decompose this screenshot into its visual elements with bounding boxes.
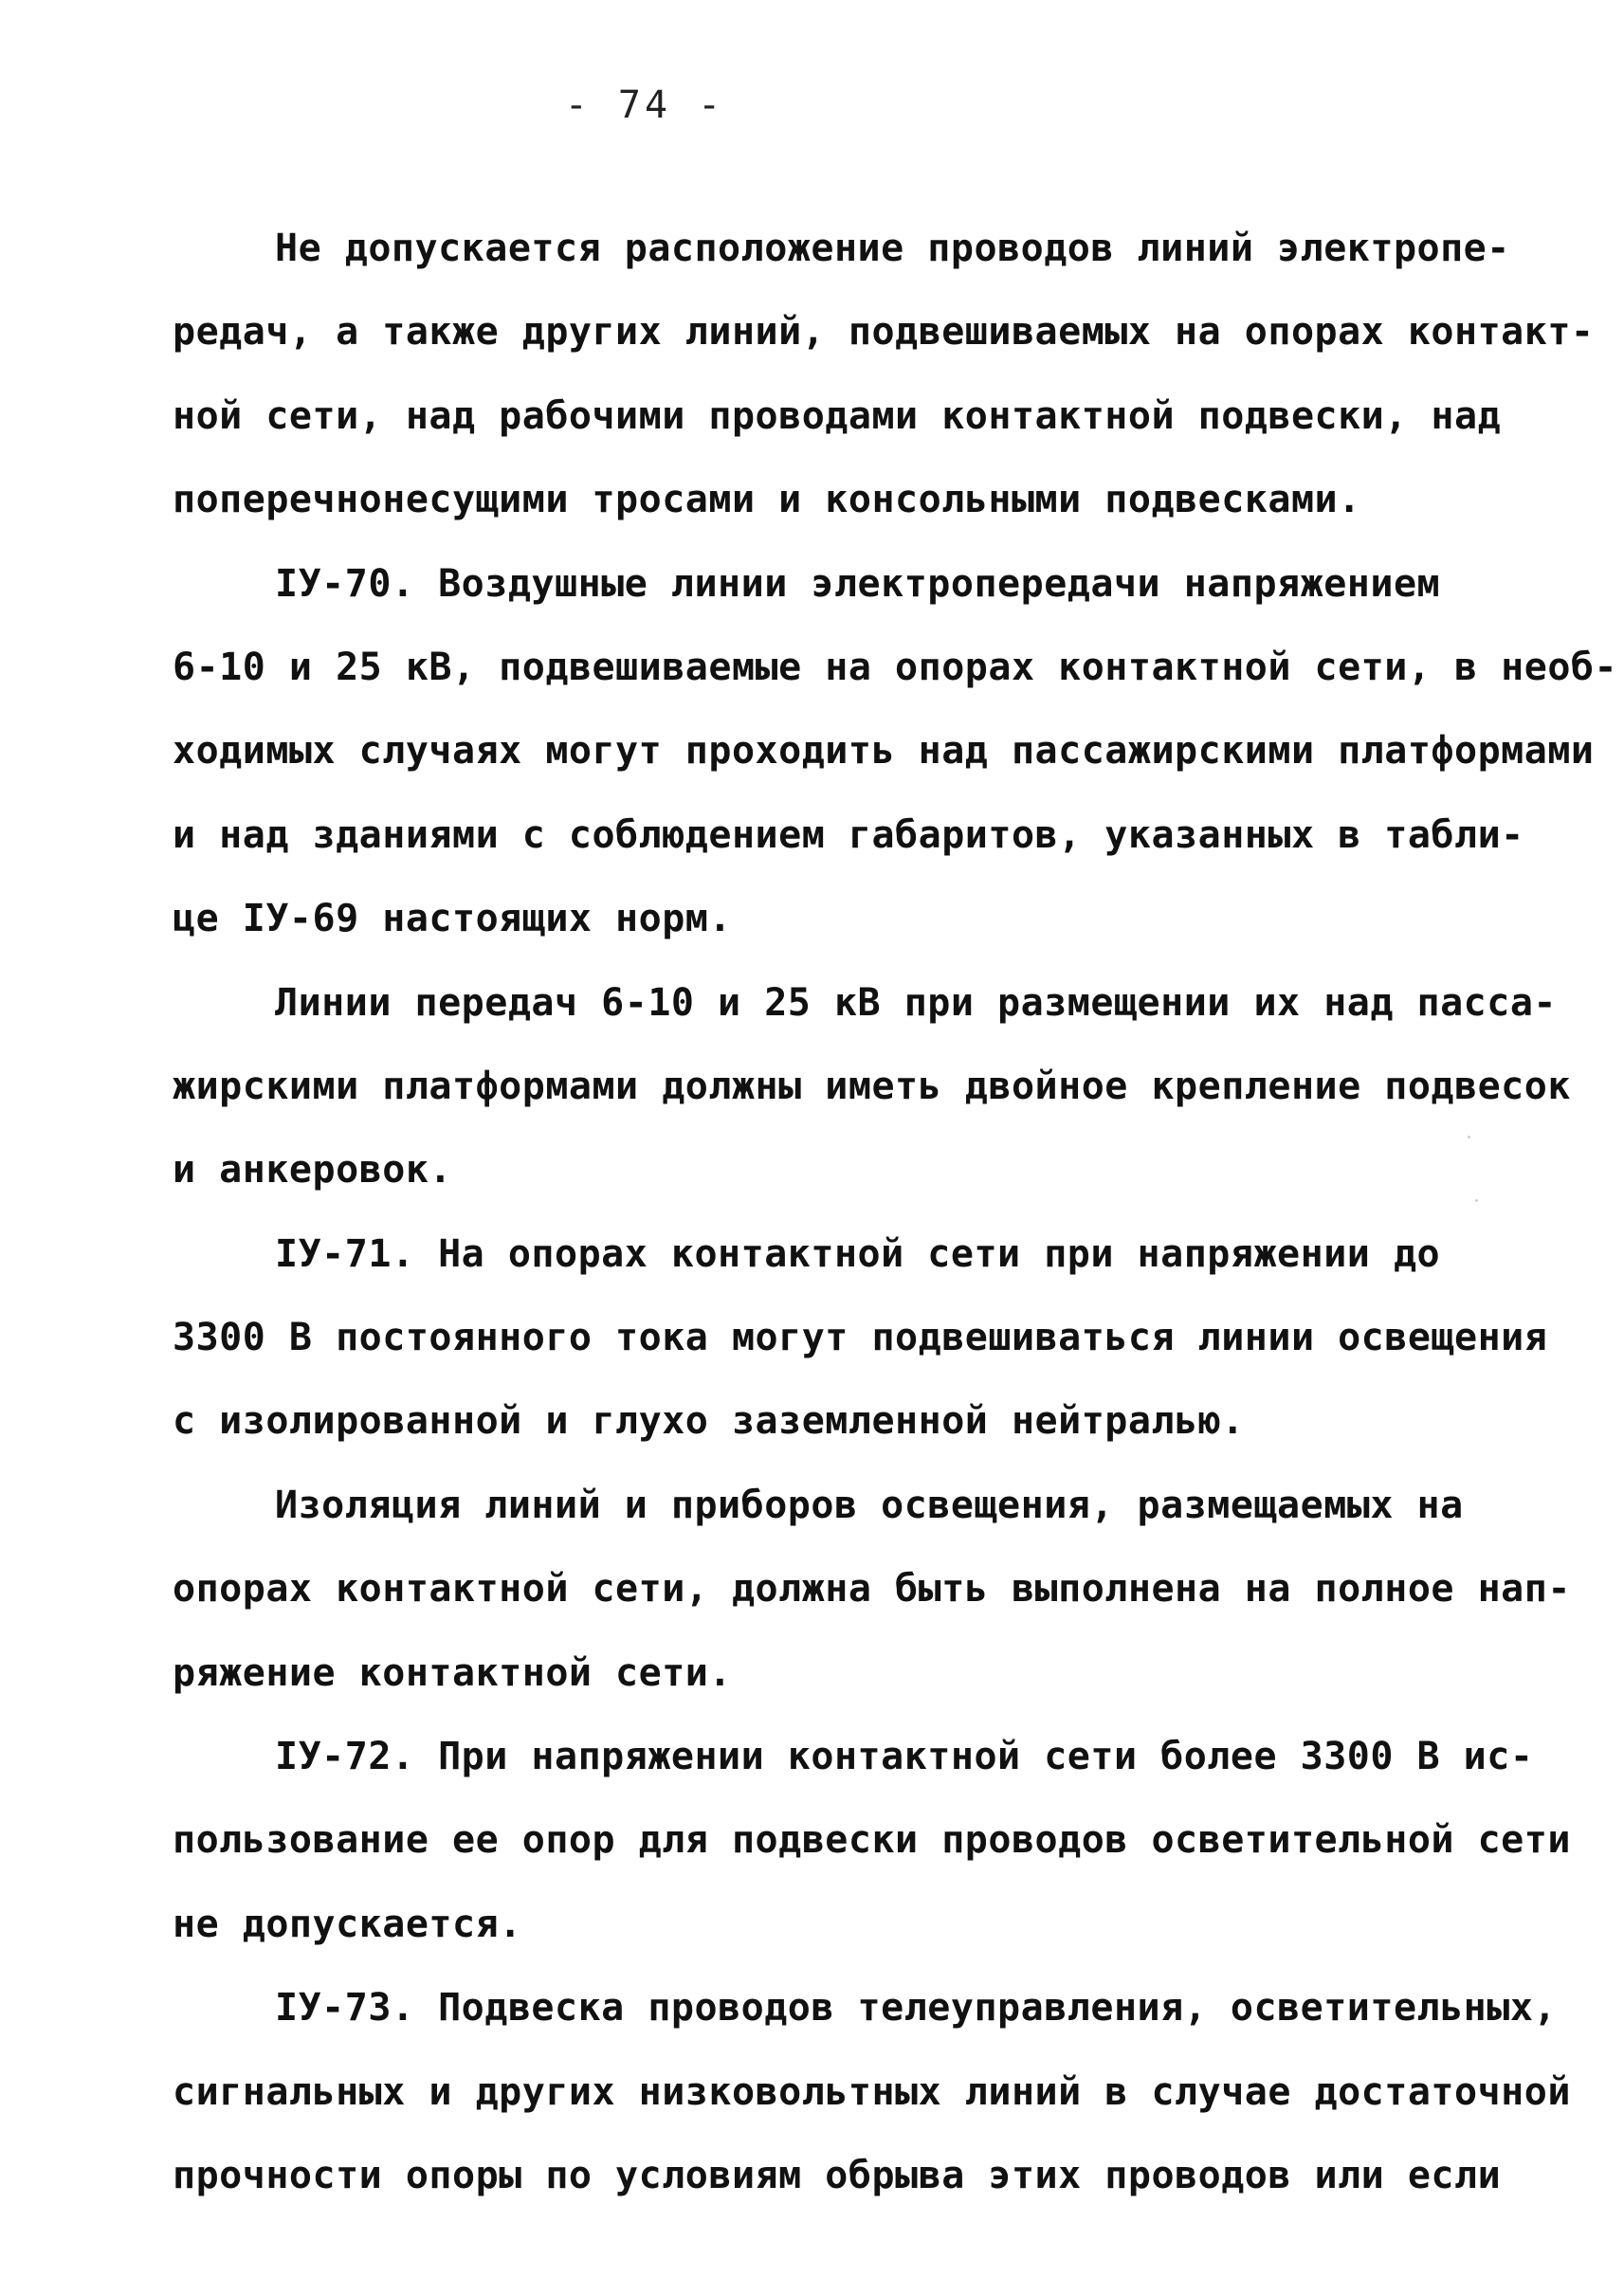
text-line: 6-10 и 25 кВ, подвешиваемые на опорах контактной сети, в необ- <box>173 645 1618 689</box>
text-line: IУ-71. На опорах контактной сети при напряжении до <box>275 1231 1441 1276</box>
text-line: сигнальных и других низковольтных линий в случае достаточной <box>173 2069 1571 2114</box>
text-line: поперечнонесущими тросами и консольными подвесками. <box>173 478 1361 522</box>
text-line: прочности опоры по условиям обрыва этих проводов или если <box>173 2153 1502 2197</box>
text-line: с изолированной и глухо заземленной нейтралью. <box>173 1399 1245 1444</box>
text-line: 3300 В постоянного тока могут подвешиваться линии освещения <box>173 1316 1548 1360</box>
text-line: Изоляция линий и приборов освещения, размещаемых на <box>275 1483 1464 1527</box>
text-line: жирскими платформами должны иметь двойное крепление подвесок <box>173 1064 1571 1108</box>
text-line: Линии передач 6-10 и 25 кВ при размещении их над пасса- <box>275 980 1558 1025</box>
text-line: не допускается. <box>173 1902 522 1946</box>
text-line: Не допускается расположение проводов линий электропе- <box>275 227 1510 270</box>
text-line: и анкеровок. <box>173 1148 452 1193</box>
text-line: IУ-73. Подвеска проводов телеуправления, осветительных, <box>275 1986 1558 2031</box>
text-line: редач, а также других линий, подвешиваемых на опорах контакт- <box>173 310 1595 355</box>
text-line: IУ-70. Воздушные линии электропередачи напряжением <box>275 561 1441 606</box>
text-line: ходимых случаях могут проходить над пассажирскими платформами <box>173 729 1595 774</box>
scan-speck <box>1475 1199 1478 1202</box>
page-number: - 74 - <box>564 83 725 127</box>
text-line: опорах контактной сети, должна быть выполнена на полное нап- <box>173 1567 1571 1612</box>
text-line: пользование ее опор для подвески проводов осветительной сети <box>173 1818 1571 1863</box>
text-line: це IУ-69 настоящих норм. <box>173 897 732 941</box>
scan-speck <box>1468 1136 1470 1138</box>
document-body <box>173 207 1618 2217</box>
text-line: ной сети, над рабочими проводами контактной подвески, над <box>173 393 1502 438</box>
text-line: ряжение контактной сети. <box>173 1650 732 1695</box>
text-line: и над зданиями с соблюдением габаритов, указанных в табли- <box>173 812 1524 857</box>
text-line: IУ-72. При напряжении контактной сети более 3300 В ис- <box>275 1735 1534 1779</box>
